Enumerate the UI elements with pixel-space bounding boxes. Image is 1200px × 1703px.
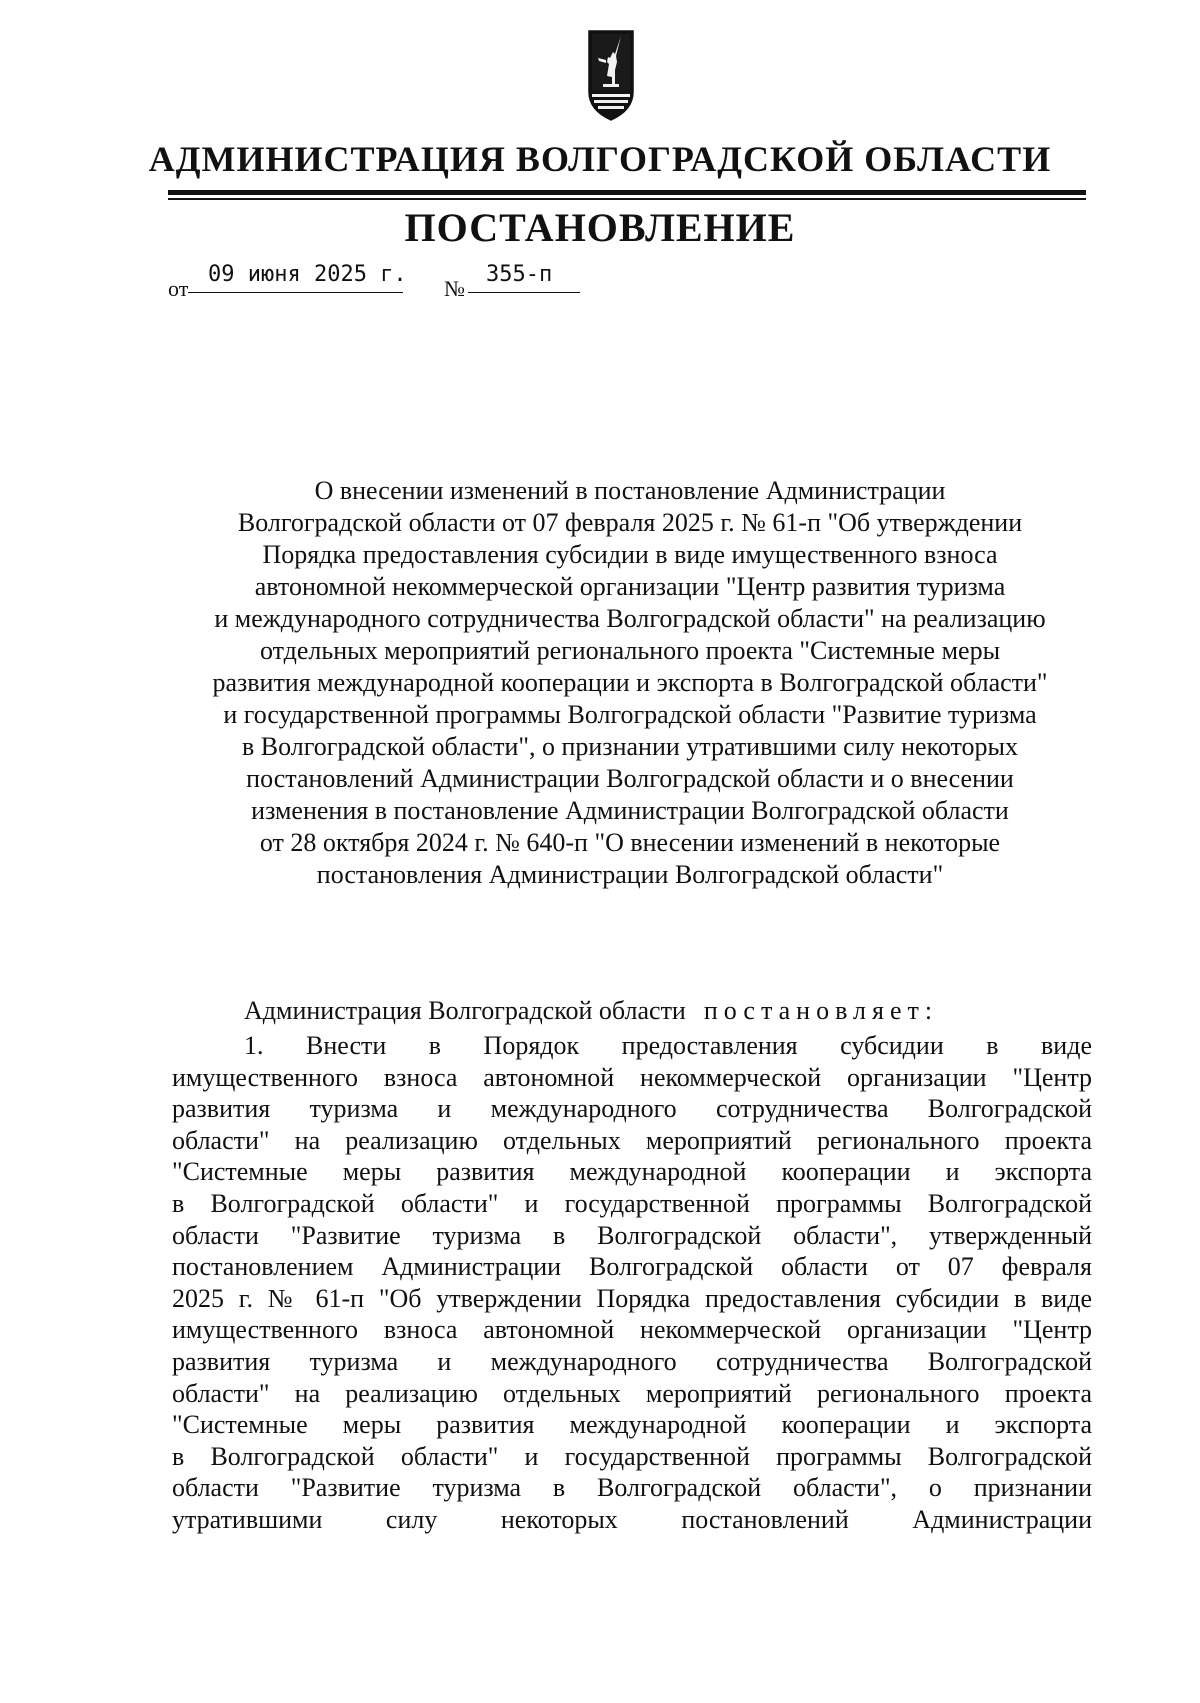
body-line: развития туризма и международного сотрудничества Волгоградской [172,1346,1092,1376]
date-prefix: от [168,276,189,301]
document-type-title: ПОСТАНОВЛЕНИЕ [404,205,796,250]
subject-line: Волгоградской области от 07 февраля 2025 г. № 61-п "Об утверждении [237,508,1023,537]
subject-line: в Волгоградской области", о признании утратившими силу некоторых [241,732,1019,761]
body-line: "Системные меры развития международной кооперации и экспорта [172,1157,1092,1187]
subject-line: и международного сотрудничества Волгоградской области" на реализацию [214,604,1046,633]
coat-of-arms-icon [588,30,634,122]
body-line: в Волгоградской области" и государственной программы Волгоградской [172,1441,1092,1471]
subject-line: Порядка предоставления субсидии в виде имущественного взноса [262,540,998,569]
document-body [172,1030,1092,1536]
header-rule-thin [168,198,1086,200]
body-line: области "Развитие туризма в Волгоградской области", о признании [172,1473,1092,1503]
body-line: области" на реализацию отдельных мероприятий регионального проекта [172,1378,1092,1408]
preamble-action: постановляет: [703,996,939,1025]
header-rule-thick [168,190,1086,195]
preamble-text: Администрация Волгоградской области [244,996,686,1025]
subject-line: и государственной программы Волгоградской области "Развитие туризма [223,700,1037,729]
document-subject [160,475,1100,891]
body-line: "Системные меры развития международной кооперации и экспорта [172,1410,1092,1440]
body-line: области" на реализацию отдельных мероприятий регионального проекта [172,1125,1092,1155]
number-prefix: № [444,276,465,301]
preamble [244,996,938,1026]
document-number: 355-п [486,262,553,287]
subject-line: постановления Администрации Волгоградской области" [316,860,944,889]
organization-title: АДМИНИСТРАЦИЯ ВОЛГОГРАДСКОЙ ОБЛАСТИ [148,139,1052,179]
subject-line: автономной некоммерческой организации "Центр развития туризма [254,572,1006,601]
body-line: постановлением Администрации Волгоградской области от 07 февраля [172,1252,1092,1282]
subject-line: изменения в постановление Администрации Волгоградской области [251,796,1009,825]
subject-line: постановлений Администрации Волгоградской области и о внесении [246,764,1014,793]
number-underline [468,292,580,293]
body-line: имущественного взноса автономной некоммерческой организации "Центр [172,1062,1092,1092]
body-line: утратившими силу некоторых постановлений Администрации [172,1504,1092,1534]
subject-line: развития международной кооперации и экспорта в Волгоградской области" [212,668,1048,697]
body-line: имущественного взноса автономной некоммерческой организации "Центр [172,1315,1092,1345]
body-line: в Волгоградской области" и государственной программы Волгоградской [172,1188,1092,1218]
document-date: 09 июня 2025 г. [208,262,407,287]
subject-line: О внесении изменений в постановление Администрации [314,476,946,505]
date-underline [188,292,403,293]
body-line: области "Развитие туризма в Волгоградской области", утвержденный [172,1220,1092,1250]
subject-line: отдельных мероприятий регионального проекта "Системные меры [259,636,1001,665]
body-line: развития туризма и международного сотрудничества Волгоградской [172,1094,1092,1124]
body-line: 1. Внести в Порядок предоставления субсидии в виде [244,1031,1092,1060]
body-line: 2025 г. № 61-п "Об утверждении Порядка предоставления субсидии в виде [172,1283,1092,1313]
subject-line: от 28 октября 2024 г. № 640-п "О внесении изменений в некоторые [259,828,1001,857]
